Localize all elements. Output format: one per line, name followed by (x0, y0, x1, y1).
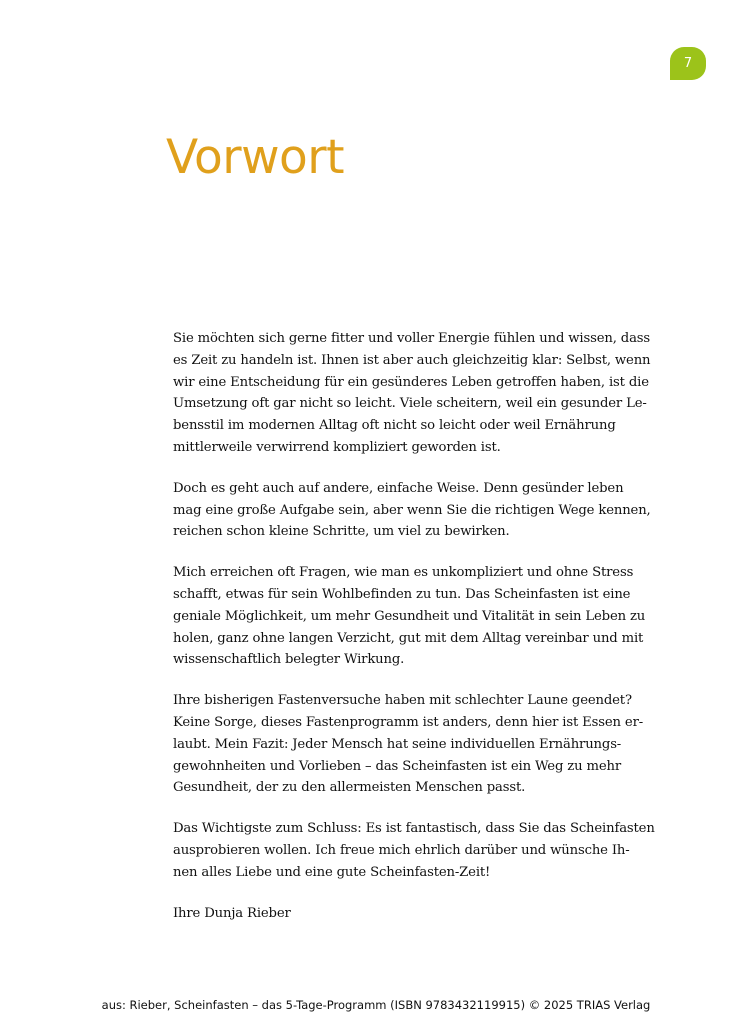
text-line: Doch es geht auch auf andere, einfache Weise. Denn gesünder leben (173, 480, 624, 496)
text-line: reichen schon kleine Schritte, um viel zu bewirken. (173, 524, 510, 540)
text-line: ausprobieren wollen. Ich freue mich ehrlich darüber und wünsche Ih- (173, 842, 630, 858)
paragraph-4 (173, 690, 663, 799)
text-line: nen alles Liebe und eine gute Scheinfasten-Zeit! (173, 864, 491, 880)
page-number-badge (670, 47, 706, 80)
text-line: Mich erreichen oft Fragen, wie man es unkompliziert und ohne Stress (173, 565, 634, 581)
text-line: Das Wichtigste zum Schluss: Es ist fantastisch, dass Sie das Scheinfasten (173, 821, 655, 837)
text-line: Sie möchten sich gerne fitter und voller Energie fühlen und wissen, dass (173, 331, 651, 346)
text-line: wissenschaftlich belegter Wirkung. (173, 652, 405, 668)
signature-paragraph (173, 903, 663, 925)
text-line: gewohnheiten und Vorlieben – das Scheinfasten ist ein Weg zu mehr (173, 758, 621, 774)
text-line: schafft, etwas für sein Wohlbefinden zu tun. Das Scheinfasten ist eine (173, 586, 631, 602)
page-title: Vorwort (166, 130, 345, 185)
text-line: laubt. Mein Fazit: Jeder Mensch hat seine individuellen Ernährungs- (173, 736, 622, 752)
text-line: geniale Möglichkeit, um mehr Gesundheit und Vitalität in sein Leben zu (173, 608, 646, 624)
text-line: es Zeit zu handeln ist. Ihnen ist aber auch gleichzeitig klar: Selbst, wenn (173, 352, 651, 368)
foreword-body (173, 328, 663, 943)
signature-line: Ihre Dunja Rieber (173, 905, 291, 921)
text-line: Keine Sorge, dieses Fastenprogramm ist anders, denn hier ist Essen er- (173, 714, 644, 730)
text-line: Ihre bisherigen Fastenversuche haben mit schlechter Laune geendet? (173, 693, 632, 709)
page-number: 7 (683, 56, 693, 71)
paragraph-2 (173, 478, 663, 543)
text-line: mittlerweile verwirrend kompliziert geworden ist. (173, 439, 501, 455)
paragraph-1 (173, 328, 663, 459)
source-footer: aus: Rieber, Scheinfasten – das 5-Tage-Programm (ISBN 9783432119915) © 2025 TRIAS Verlag (101, 998, 651, 1012)
paragraph-5 (173, 818, 663, 883)
text-line: Umsetzung oft gar nicht so leicht. Viele scheitern, weil ein gesunder Le- (173, 396, 647, 412)
text-line: Gesundheit, der zu den allermeisten Menschen passt. (173, 780, 526, 796)
text-line: wir eine Entscheidung für ein gesünderes Leben getroffen haben, ist die (173, 374, 649, 390)
text-line: bensstil im modernen Alltag oft nicht so leicht oder weil Ernährung (173, 418, 616, 434)
text-line: holen, ganz ohne langen Verzicht, gut mit dem Alltag vereinbar und mit (173, 630, 644, 646)
paragraph-3 (173, 562, 663, 671)
text-line: mag eine große Aufgabe sein, aber wenn Sie die richtigen Wege kennen, (173, 502, 651, 518)
